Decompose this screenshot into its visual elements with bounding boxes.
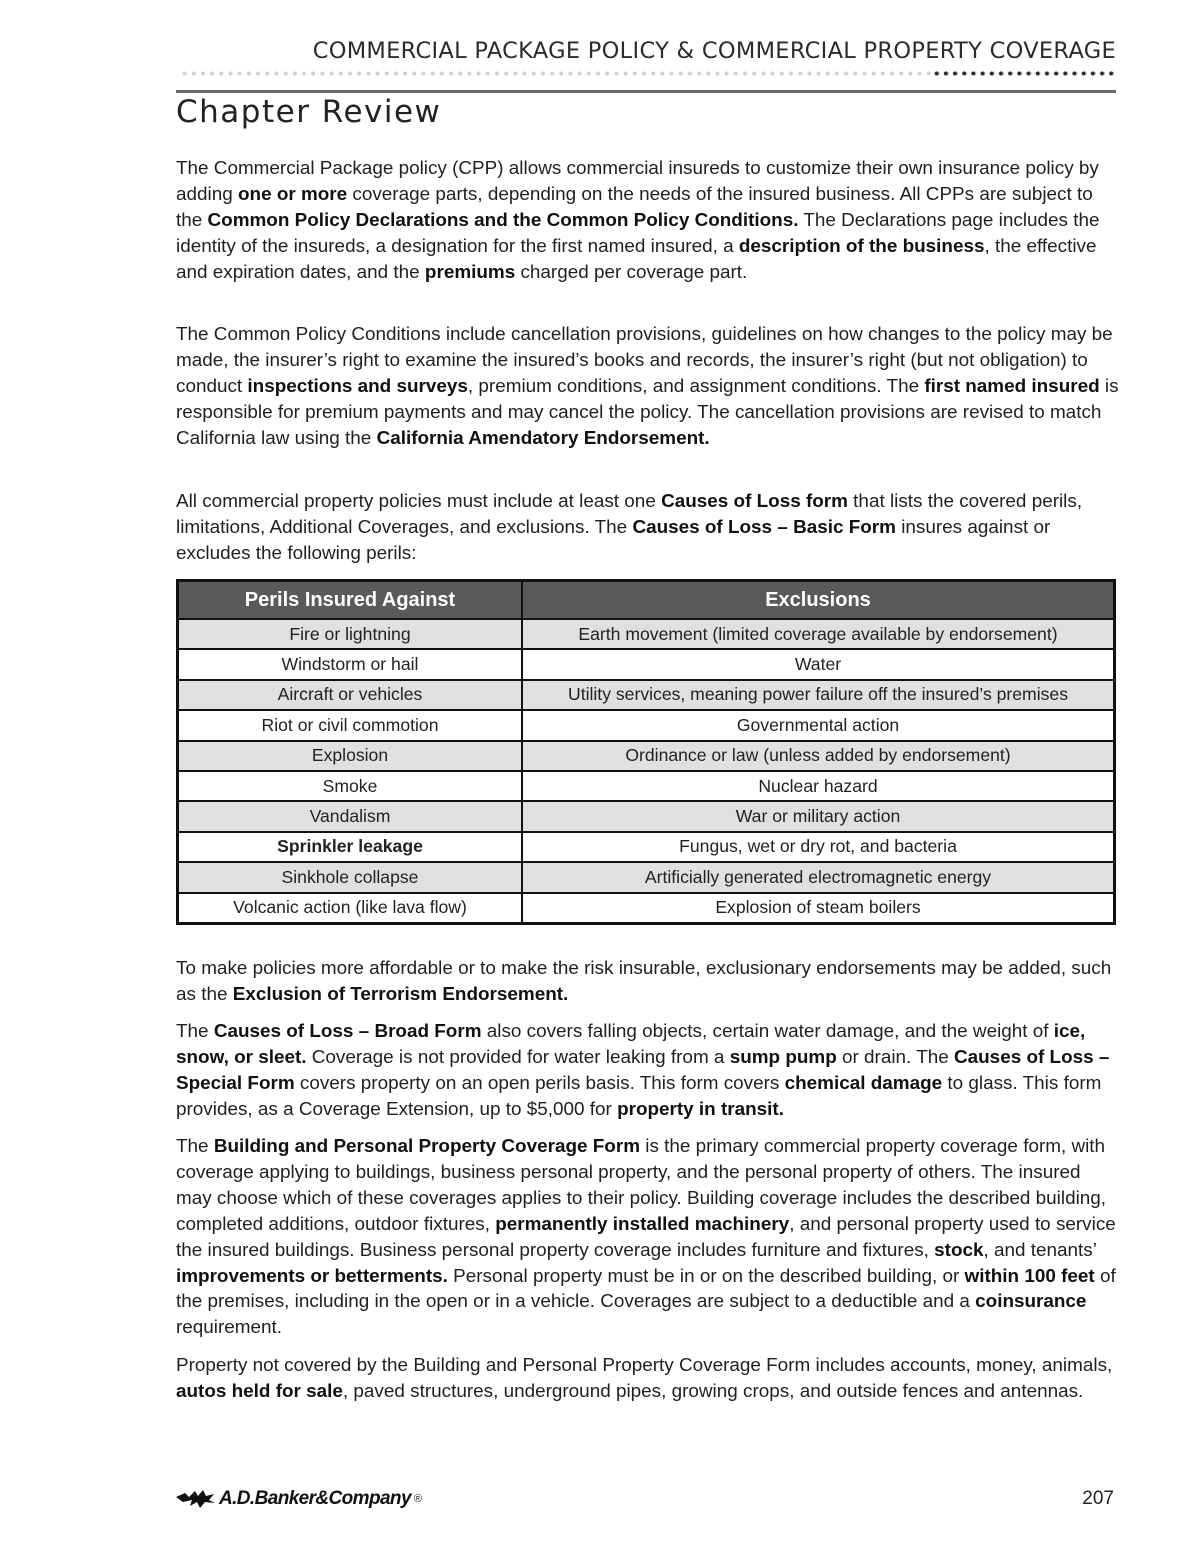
peril-cell: Sinkhole collapse <box>178 862 523 892</box>
exclusion-cell: Nuclear hazard <box>522 771 1115 801</box>
table-row <box>178 801 1115 831</box>
table-row <box>178 893 1115 924</box>
exclusion-cell: Water <box>522 649 1115 679</box>
peril-cell: Explosion <box>178 741 523 771</box>
paragraph-broad-special-forms: The Causes of Loss – Broad Form also covers falling objects, certain water damage, and the weight of ice, snow, or sleet. Coverage is not provided for water leaking from a sump pump or drain. The Causes of Loss – Special Form covers property on an open perils basis. This form covers chemical damage to glass. This form provides, as a Coverage Extension, up to $5,000 for property in transit. <box>176 1021 1110 1120</box>
exclusion-cell: Explosion of steam boilers <box>522 893 1115 924</box>
table-row <box>178 741 1115 771</box>
page-number: 207 <box>1082 1488 1114 1509</box>
table-header-exclusions: Exclusions <box>522 581 1115 620</box>
paragraph-exclusionary-endorsements: To make policies more affordable or to make the risk insurable, exclusionary endorsements may be added, such as the Exclusion of Terrorism Endorsement. <box>176 958 1112 1005</box>
peril-cell: Riot or civil commotion <box>178 710 523 740</box>
peril-cell: Volcanic action (like lava flow) <box>178 893 523 924</box>
paragraph-common-policy-conditions: The Common Policy Conditions include cancellation provisions, guidelines on how changes to the policy may be made, the insurer’s right to examine the insured’s books and records, the insurer’s right (but not obligation) to conduct inspections and surveys, premium conditions, and assignment conditions. The first named insured is responsible for premium payments and may cancel the policy. The cancellation provisions are revised to match California law using the California Amendatory Endorsement. <box>176 324 1119 449</box>
peril-cell: Sprinkler leakage <box>178 832 523 862</box>
company-logo-text: A.D.Banker&Company <box>219 1488 411 1509</box>
exclusion-cell: Fungus, wet or dry rot, and bacteria <box>522 832 1115 862</box>
chapter-title: Chapter Review <box>176 94 442 130</box>
peril-cell: Windstorm or hail <box>178 649 523 679</box>
header-rule <box>176 90 1116 93</box>
peril-cell: Aircraft or vehicles <box>178 680 523 710</box>
running-header: COMMERCIAL PACKAGE POLICY & COMMERCIAL PROPERTY COVERAGE <box>312 38 1116 64</box>
paragraph-causes-of-loss: All commercial property policies must include at least one Causes of Loss form that lists the covered perils, limitations, Additional Coverages, and exclusions. The Causes of Loss – Basic Form insures against or excludes the following perils: <box>176 491 1083 564</box>
company-logo <box>176 1484 422 1514</box>
exclusion-cell: Ordinance or law (unless added by endorsement) <box>522 741 1115 771</box>
registered-mark: ® <box>413 1493 423 1505</box>
exclusion-cell: Earth movement (limited coverage available by endorsement) <box>522 619 1115 649</box>
peril-cell: Vandalism <box>178 801 523 831</box>
table-header-perils: Perils Insured Against <box>178 581 523 620</box>
table-row <box>178 710 1115 740</box>
table-header-row <box>178 581 1115 620</box>
paragraph-property-not-covered: Property not covered by the Building and Personal Property Coverage Form includes accounts, money, animals, autos held for sale, paved structures, underground pipes, growing crops, and outside fences and antennas. <box>176 1355 1113 1402</box>
table-row <box>178 619 1115 649</box>
perils-exclusions-table <box>176 579 1116 925</box>
table-row <box>178 680 1115 710</box>
paragraph-building-personal-property: The Building and Personal Property Coverage Form is the primary commercial property coverage form, with coverage applying to buildings, business personal property, and the personal property of others. The insured may choose which of these coverages applies to their policy. Building coverage includes the described building, completed additions, outdoor fixtures, permanently installed machinery, and personal property used to service the insured buildings. Business personal property coverage includes furniture and fixtures, stock, and tenants’ improvements or betterments. Personal property must be in or on the described building, or within 100 feet of the premises, including in the open or in a vehicle. Coverages are subject to a deductible and a coinsurance requirement. <box>176 1136 1116 1339</box>
table-row <box>178 649 1115 679</box>
exclusion-cell: Utility services, meaning power failure off the insured’s premises <box>522 680 1115 710</box>
table-row <box>178 862 1115 892</box>
exclusion-cell: Governmental action <box>522 710 1115 740</box>
exclusion-cell: War or military action <box>522 801 1115 831</box>
exclusion-cell: Artificially generated electromagnetic energy <box>522 862 1115 892</box>
peril-cell: Smoke <box>178 771 523 801</box>
header-dot-rule-accent <box>932 71 1114 76</box>
paragraph-cpp-overview: The Commercial Package policy (CPP) allows commercial insureds to customize their own insurance policy by adding one or more coverage parts, depending on the needs of the insured business. All CPPs are subject to the Common Policy Declarations and the Common Policy Conditions. The Declarations page includes the identity of the insureds, a designation for the first named insured, a description of the business, the effective and expiration dates, and the premiums charged per coverage part. <box>176 158 1100 283</box>
eagle-icon <box>176 1488 216 1510</box>
peril-cell: Fire or lightning <box>178 619 523 649</box>
table-row <box>178 771 1115 801</box>
table-row <box>178 832 1115 862</box>
